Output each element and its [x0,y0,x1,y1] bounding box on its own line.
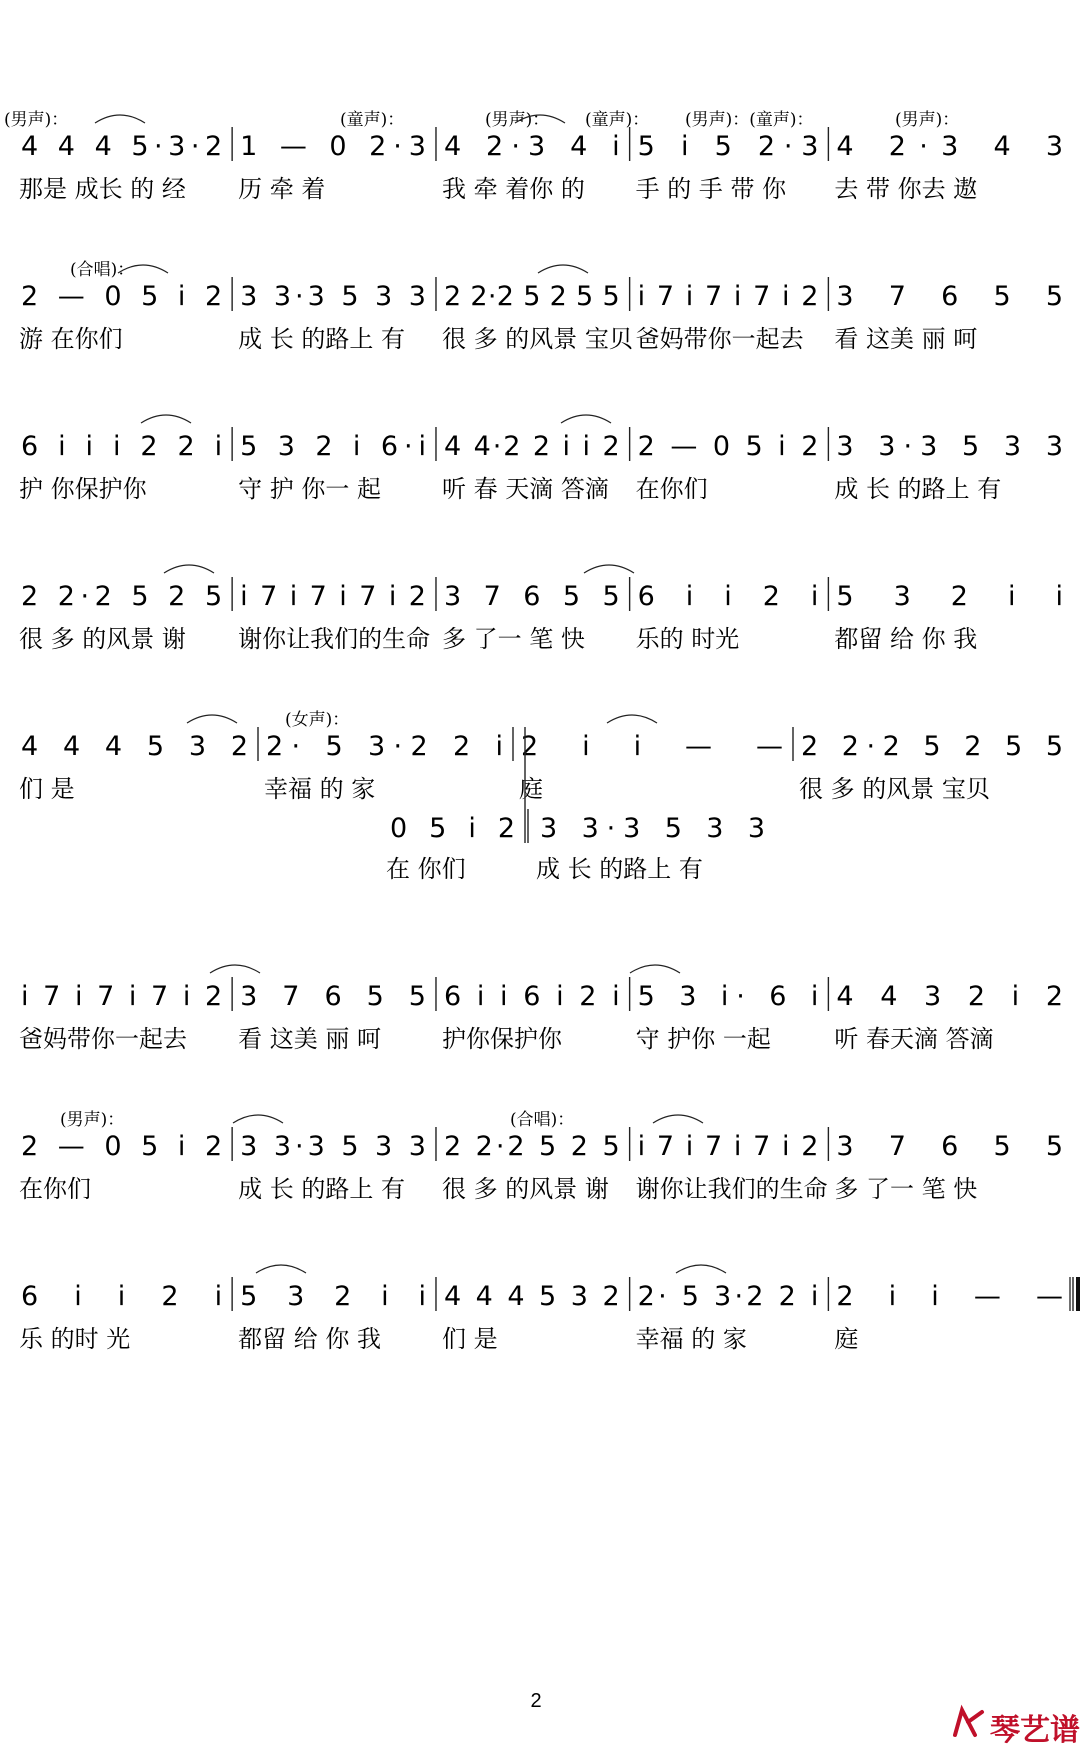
measure-lyrics: 多 了一 笔 快 [441,625,585,653]
voice-label: (男声)： [4,110,69,130]
measure-lyrics: 游 在你们 [19,325,123,353]
measure-notes: 4 4 4 5 3 2 [21,731,248,762]
voice-label: (女声)： [285,710,350,730]
slur-arc [187,715,237,723]
slur-arc [653,1115,703,1123]
measure-lyrics: 都留 给 你 我 [834,625,978,653]
measure-notes: 4 2·3 4 3 [836,131,1063,162]
measure-lyrics: 在你们 [635,475,708,503]
measure-notes: 5 3 2 i i [836,581,1063,612]
measure-notes: 4 4 4 5 3 2 [443,1281,620,1312]
page-number: 2 [530,1690,542,1712]
measure-notes: 3 7 6 5 5 [836,1131,1063,1162]
measure-notes: 4 4 3 2 i 2 [836,981,1063,1012]
lower-measure-lyrics: 成 长 的路上 有 [536,855,703,883]
measure-lyrics: 爸妈带你一起去 [19,1025,187,1053]
measure-notes: 2 i i — — [836,1281,1063,1312]
measure-notes: 6 i i 2 i [21,1281,223,1312]
slur-arc [233,1115,283,1123]
measure-lyrics: 在你们 [19,1175,91,1203]
measure-lyrics: 护 你保护你 [19,475,147,503]
measure-lyrics: 我 牵 着你 的 [441,175,585,203]
measure-lyrics: 乐 的时 光 [19,1325,131,1353]
measure-lyrics: 那是 成长 的 经 [19,175,186,203]
measure-lyrics: 听 春天滴 答滴 [834,1025,994,1053]
measure-lyrics: 很 多 的风景 谢 [19,625,186,653]
measure-notes: 2 2·2 5 2 5 5 [443,281,620,312]
measure-notes: 5 i 5 2·3 [637,131,819,162]
voice-label: (合唱)： [510,1110,575,1130]
measure-notes: 2 — 0 5 i 2 [637,431,819,462]
measure-lyrics: 成 长 的路上 有 [238,1175,406,1203]
measure-lyrics: 幸福 的 家 [264,775,376,803]
measure-notes: 3 7 6 5 5 [240,981,426,1012]
voice-label: (童声)： [340,110,405,130]
measure-notes: i 7 i 7 i 7 i 2 [21,981,223,1012]
measure-notes: 2 — 0 5 i 2 [21,1131,223,1162]
measure-notes: 4 2·3 4 i [443,131,620,162]
measure-lyrics: 守 护你 一起 [635,1025,771,1053]
measure-notes: 5 3 i· 6 i [637,981,819,1012]
measure-notes: 3 7 6 5 5 [836,281,1063,312]
measure-notes: 2 2·2 5 2 5 [21,581,223,612]
voice-label: (男声)：(童声)： [685,110,814,130]
measure-notes: 2 i i — — [521,731,783,762]
measure-notes: 2 — 0 5 i 2 [21,281,223,312]
measure-notes: i 7 i 7 i 7 i 2 [637,1131,819,1162]
measure-lyrics: 听 春 天滴 答滴 [441,475,609,503]
measure-lyrics: 都留 给 你 我 [238,1325,382,1353]
measure-lyrics: 爸妈带你一起去 [635,325,804,353]
slur-arc [210,965,260,973]
measure-lyrics: 乐的 时光 [635,625,740,653]
measure-lyrics: 看 这美 丽 呵 [834,325,978,353]
measure-notes: 6 i i 2 i [637,581,819,612]
lower-measure-notes: 3 3·3 5 3 3 [540,813,765,844]
measure-notes: 3 3·3 5 3 3 [836,431,1063,462]
measure-notes: 1 — 0 2·3 [240,131,426,162]
voice-label: (男声)： [485,110,550,130]
slur-arc [538,265,588,273]
measure-notes: i 7 i 7 i 7 i 2 [240,581,426,612]
measure-lyrics: 看 这美 丽 呵 [238,1025,382,1053]
measure-lyrics: 谢你让我们的生命 [635,1175,828,1203]
measure-lyrics: 守 护 你一 起 [238,475,382,503]
measure-lyrics: 很 多 的风景 谢 [441,1175,609,1203]
measure-notes: 4 4 4 5·3·2 [21,131,223,162]
lower-measure-notes: 0 5 i 2 [390,813,515,844]
measure-notes: 2· 5 3·2 2 i [266,731,503,762]
voice-label: (男声)： [60,1110,125,1130]
slur-arc [95,115,145,123]
voice-label: (合唱)： [70,260,135,280]
measure-lyrics: 去 带 你去 遨 [834,175,978,203]
measure-notes: i 7 i 7 i 7 i 2 [637,281,819,312]
slur-arc [141,415,191,423]
slur-arc [164,565,214,573]
measure-lyrics: 多 了一 笔 快 [834,1175,978,1203]
measure-lyrics: 们 是 [19,775,75,803]
qinyipu-logo-icon [955,1710,982,1735]
measure-notes: 5 3 2 i 6·i [240,431,426,462]
measure-lyrics: 护你保护你 [441,1025,562,1053]
measure-notes: 2 2·2 5 2 5 5 [801,731,1063,762]
measure-lyrics: 谢你让我们的生命 [238,625,431,653]
slur-arc [584,565,634,573]
measure-notes: 5 3 2 i i [240,1281,426,1312]
measure-notes: 6 i i i 2 2 i [21,431,223,462]
brand-name: 琴艺谱 [990,1713,1080,1748]
measure-lyrics: 成 长 的路上 有 [238,325,406,353]
slur-arc [630,965,680,973]
measure-notes: 3 7 6 5 5 [443,581,620,612]
measure-notes: 4 4·2 2 i i 2 [443,431,620,462]
measure-notes: 2 2·2 5 2 5 [443,1131,620,1162]
measure-notes: 3 3·3 5 3 3 [240,1131,426,1162]
slur-arc [561,415,611,423]
measure-lyrics: 手 的 手 带 你 [635,175,787,203]
voice-label: (男声)： [895,110,960,130]
measure-lyrics: 庭 [834,1325,859,1353]
measure-lyrics: 很 多 的风景 宝贝 [441,325,633,353]
measure-lyrics: 庭 [519,775,543,803]
voice-label: (童声)： [585,110,650,130]
measure-lyrics: 历 牵 着 [238,175,326,203]
measure-lyrics: 很 多 的风景 宝贝 [799,775,990,803]
slur-arc [676,1265,726,1273]
measure-lyrics: 们 是 [441,1325,498,1353]
measure-lyrics: 幸福 的 家 [635,1325,747,1353]
measure-notes: 3 3·3 5 3 3 [240,281,426,312]
measure-notes: 2· 5 3·2 2 i [637,1281,819,1312]
lower-measure-lyrics: 在 你们 [386,855,466,883]
measure-lyrics: 成 长 的路上 有 [834,475,1002,503]
slur-arc [256,1265,306,1273]
measure-notes: 6 i i 6 i 2 i [443,981,620,1012]
slur-arc [607,715,657,723]
